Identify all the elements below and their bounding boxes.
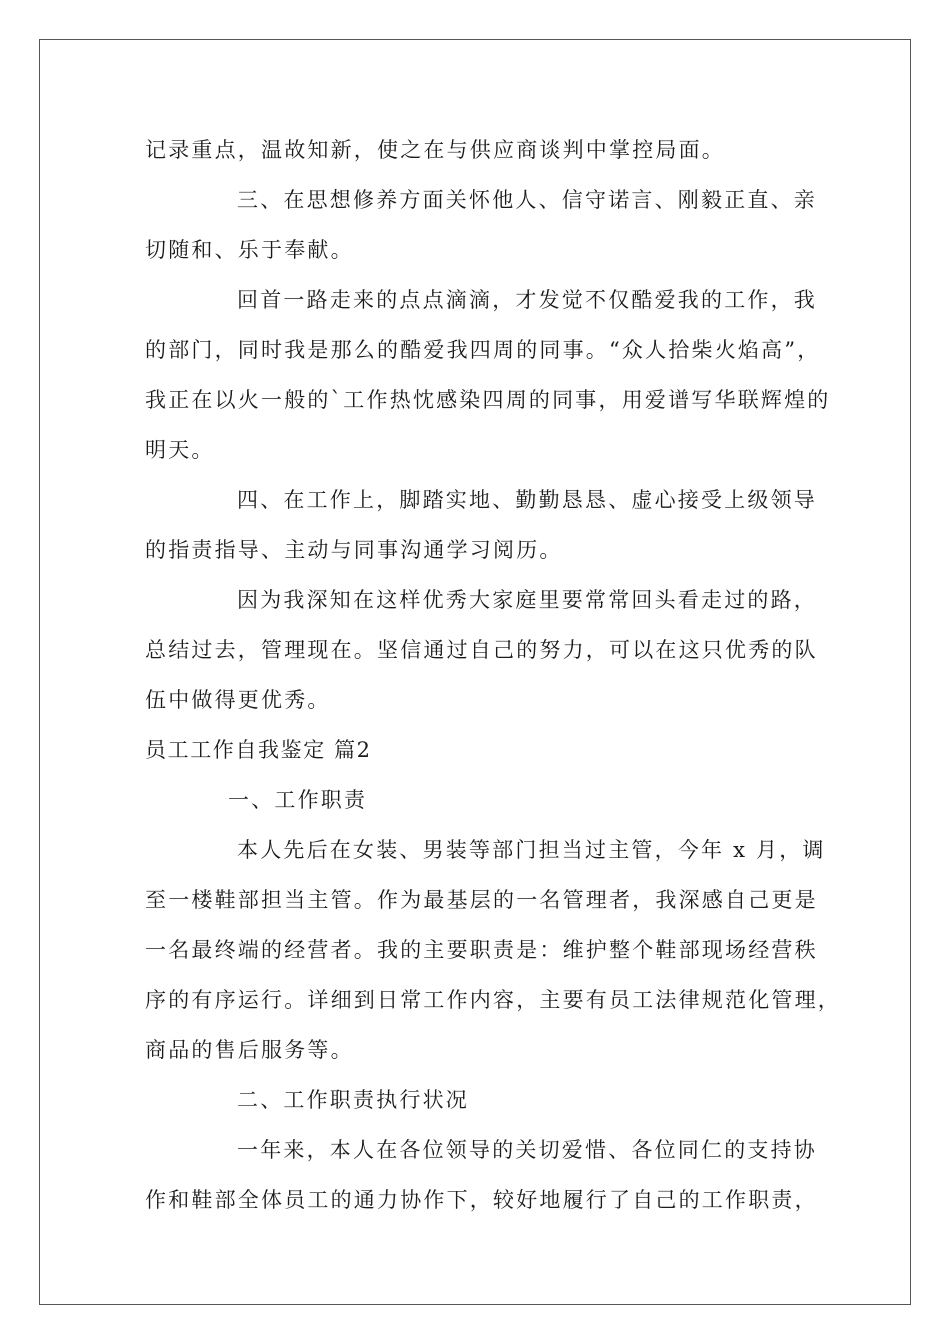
paragraph-line: 总结过去，管理现在。坚信通过自己的努力，可以在这只优秀的队: [145, 638, 818, 662]
paragraph-line: 一年来，本人在各位领导的关切爱惜、各位同仁的支持协: [237, 1138, 817, 1162]
paragraph-line: 切随和、乐于奉献。: [145, 238, 354, 262]
paragraph-line: 本人先后在女装、男装等部门担当过主管，今年 x 月，调: [237, 838, 826, 862]
paragraph-line: 序的有序运行。详细到日常工作内容，主要有员工法律规范化管理，: [145, 988, 841, 1012]
paragraph-line: 伍中做得更优秀。: [145, 688, 331, 712]
paragraph-line: 回首一路走来的点点滴滴，才发觉不仅酷爱我的工作，我: [237, 288, 817, 312]
paragraph-line: 至一楼鞋部担当主管。作为最基层的一名管理者，我深感自己更是: [145, 888, 818, 912]
section-heading: 二、工作职责执行状况: [237, 1088, 469, 1112]
paragraph-line: 商品的售后服务等。: [145, 1038, 354, 1062]
paragraph-line: 作和鞋部全体员工的通力协作下，较好地履行了自己的工作职责，: [145, 1188, 818, 1212]
paragraph-line: 记录重点，温故知新，使之在与供应商谈判中掌控局面。: [145, 138, 725, 162]
section-heading: 一、工作职责: [228, 788, 368, 812]
paragraph-line: 的部门，同时我是那么的酷爱我四周的同事。“众人拾柴火焰高”，: [145, 338, 821, 362]
paragraph-line: 我正在以火一般的`工作热忱感染四周的同事，用爱谱写华联辉煌的: [145, 388, 831, 412]
paragraph-line: 三、在思想修养方面关怀他人、信守诺言、刚毅正直、亲: [237, 188, 817, 212]
section-title: 员工工作自我鉴定 篇2: [145, 738, 372, 762]
paragraph-line: 四、在工作上，脚踏实地、勤勤恳恳、虚心接受上级领导: [237, 488, 817, 512]
paragraph-line: 明天。: [145, 438, 215, 462]
paragraph-line: 的指责指导、主动与同事沟通学习阅历。: [145, 538, 563, 562]
paragraph-line: 因为我深知在这样优秀大家庭里要常常回头看走过的路，: [237, 588, 817, 612]
paragraph-line: 一名最终端的经营者。我的主要职责是：维护整个鞋部现场经营秩: [145, 938, 818, 962]
